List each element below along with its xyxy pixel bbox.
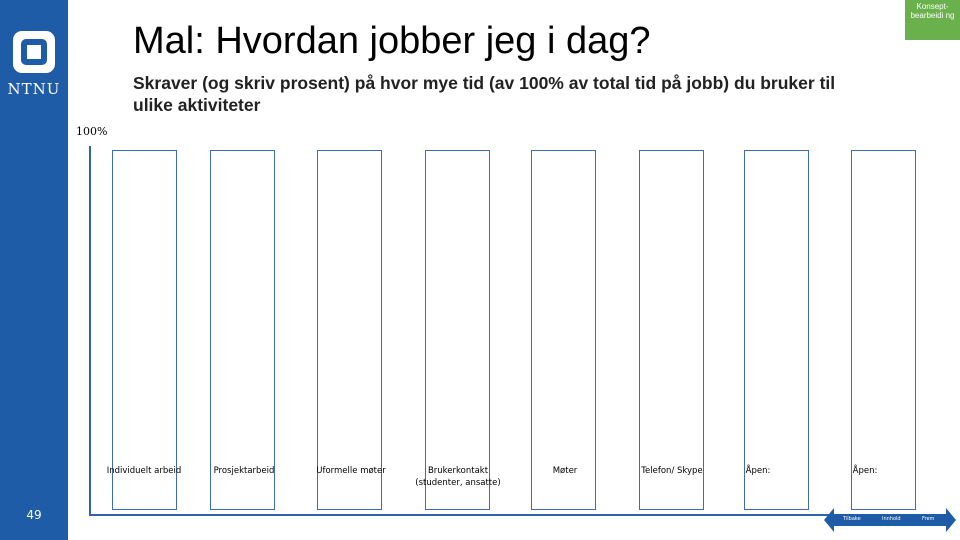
column-label: Telefon/ Skype (641, 466, 703, 476)
column-label: Prosjektarbeid (213, 466, 275, 476)
column-apen-1 (744, 150, 809, 510)
forward-button[interactable]: Frem (922, 516, 935, 522)
column-uformelle-moter (317, 150, 382, 510)
horizontal-axis (89, 514, 944, 516)
column-label: Møter (552, 466, 578, 476)
ntnu-logo-icon (12, 30, 56, 74)
column-label: Brukerkontakt (studenter, ansatte) (415, 466, 501, 488)
column-telefon-skype (639, 150, 704, 510)
back-button[interactable]: Tilbake (843, 516, 861, 522)
column-label: Åpen: (745, 466, 771, 476)
column-label: Individuelt arbeid (106, 466, 182, 476)
column-moter (531, 150, 596, 510)
page-subtitle: Skraver (og skriv prosent) på hvor mye tid (av 100% av total tid på jobb) du bruker til ulike aktiviteter (133, 73, 836, 115)
column-apen-2 (851, 150, 916, 510)
section-badge: Konsept-bearbeidi ng (905, 0, 960, 40)
page-number: 49 (26, 508, 42, 522)
column-label: Åpen: (852, 466, 878, 476)
sidebar (0, 0, 68, 540)
page-title: Mal: Hvordan jobber jeg i dag? (133, 20, 651, 62)
axis-top-label: 100% (76, 125, 108, 138)
column-label: Uformelle møter (316, 466, 386, 476)
logo-text: NTNU (7, 80, 61, 98)
column-brukerkontakt (425, 150, 490, 510)
vertical-axis (89, 146, 91, 516)
column-individuelt-arbeid (112, 150, 177, 510)
contents-button[interactable]: Innhold (882, 516, 901, 522)
column-prosjektarbeid (210, 150, 275, 510)
